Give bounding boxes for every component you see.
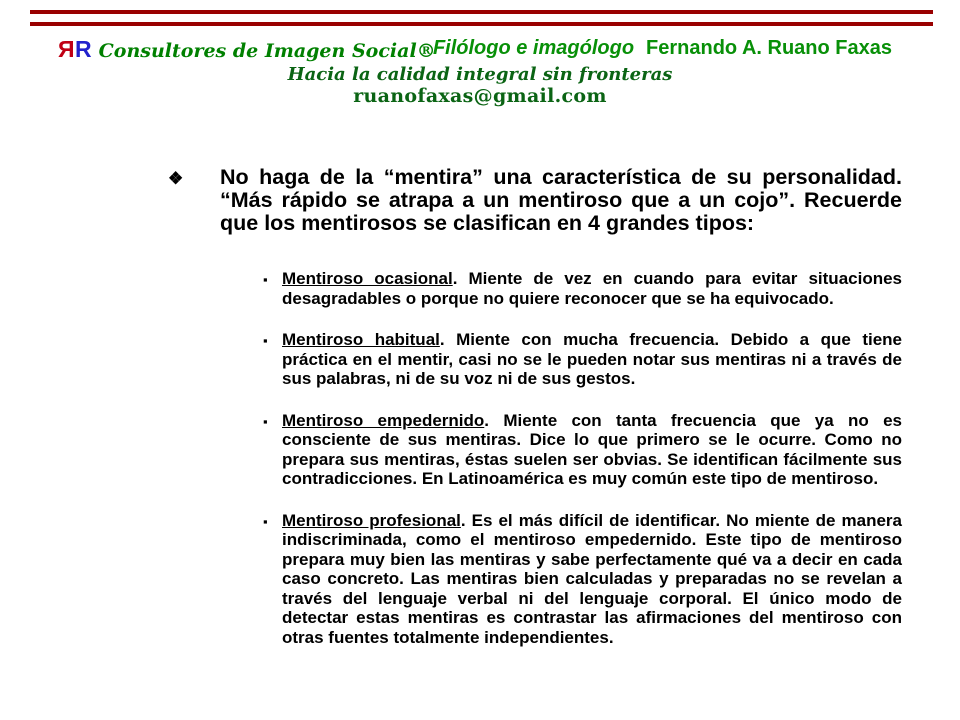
list-item-text (282, 269, 902, 308)
header-row-1 (0, 36, 960, 62)
logo (58, 36, 436, 63)
author-title (433, 37, 892, 60)
square-bullet-icon: ▪ (263, 272, 268, 287)
list-item-title: Mentiroso empedernido (282, 410, 485, 430)
brand-name: Consultores de Imagen Social® (98, 40, 436, 62)
liar-types-list (263, 269, 902, 647)
list-item-text (282, 511, 902, 648)
author-profession: Filólogo e imagólogo (432, 37, 635, 59)
list-item-body: . Miente con tanta frecuencia que ya no es consciente de sus mentiras. Dice lo que primero se le ocurre. Como no prepara sus mentiras, éstas suelen ser obvias. Se identifican fácilmente sus contradicciones. En Latinoamérica es muy común este tipo de mentiroso. (282, 410, 902, 488)
list-item-title: Mentiroso profesional (282, 510, 461, 530)
list-item-text (282, 330, 902, 389)
list-item-body: . Miente de vez en cuando para evitar situaciones desagradables o porque no quiere reconocer que se ha equivocado. (282, 269, 903, 308)
square-bullet-icon: ▪ (263, 333, 268, 348)
square-bullet-icon: ▪ (263, 513, 268, 529)
list-item-text (282, 411, 902, 489)
list-item-title: Mentiroso ocasional (282, 269, 453, 288)
list-item (263, 269, 902, 308)
logo-ya-letter: Я (58, 36, 76, 62)
main-paragraph: No haga de la “mentira” una característica de su personalidad. “Más rápido se atrapa a un mentiroso que a un cojo”. Recuerde que los mentirosos se clasifican en 4 grandes tipos: (220, 165, 902, 235)
list-item (263, 330, 902, 389)
email-address: ruanofaxas@gmail.com (353, 85, 607, 107)
list-item (263, 411, 902, 489)
logo-r-letter: R (75, 36, 92, 62)
list-item-body: . Es el más difícil de identificar. No miente de manera indiscriminada, como el mentiroso empedernido. Este tipo de mentiroso prepara muy bien las mentiras y sabe perfectamente qué va a decir en cada caso concreto. Las mentiras bien calculadas y preparadas no se revelan a través del lenguaje verbal ni del lenguaje corporal. El único modo de detectar estas mentiras es contrastar las afirmaciones del mentiroso con otras fuentes totalmente independientes. (282, 510, 902, 647)
slide-body (168, 166, 902, 647)
author-name: Fernando A. Ruano Faxas (646, 37, 892, 59)
top-rule-1 (30, 10, 933, 14)
diamond-bullet-icon: ❖ (168, 169, 184, 188)
list-item-body: . Miente con mucha frecuencia. Debido a que tiene práctica en el mentir, casi no se le pueden notar sus mentiras ni a través de sus palabras, ni de su voz ni de sus gestos. (282, 330, 902, 388)
list-item-title: Mentiroso habitual (282, 330, 440, 349)
top-rule-2 (30, 22, 933, 26)
tagline: Hacia la calidad integral sin fronteras (287, 64, 673, 85)
square-bullet-icon: ▪ (263, 413, 268, 429)
main-bullet-item (168, 166, 902, 235)
list-item (263, 511, 902, 648)
